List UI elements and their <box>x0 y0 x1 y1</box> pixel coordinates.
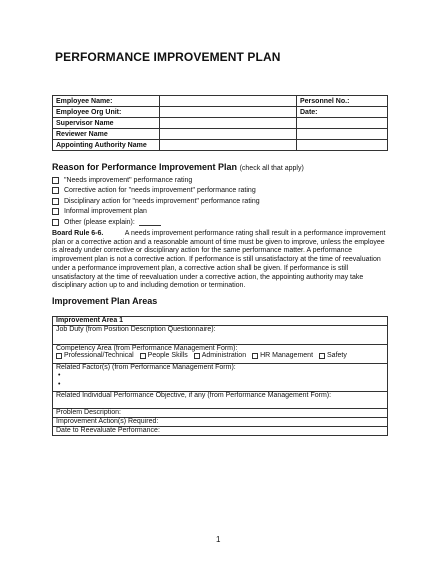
competency-option[interactable] <box>252 352 313 359</box>
checkbox[interactable] <box>252 353 258 359</box>
other-explain-field[interactable] <box>139 219 161 226</box>
checkbox[interactable] <box>52 177 59 184</box>
checkbox[interactable] <box>56 353 62 359</box>
blank-cell <box>297 129 388 140</box>
problem-field[interactable] <box>53 409 388 418</box>
reason-option[interactable] <box>52 207 260 218</box>
competency-option-label: Safety <box>327 352 347 359</box>
actions-field[interactable] <box>53 418 388 427</box>
reviewer-label: Reviewer Name <box>53 129 160 140</box>
reviewer-field[interactable] <box>160 129 297 140</box>
competency-option[interactable] <box>140 352 188 359</box>
reason-option-label: Informal improvement plan <box>64 208 147 216</box>
job-duty-field[interactable] <box>53 326 388 345</box>
job-duty-label: Job Duty (from Position Description Questionnaire): <box>56 326 216 333</box>
board-rule-text: A needs improvement performance rating shall result in a performance improvement plan or a corrective action and a reasonable amount of time must be given to improve, unless the employee is already under corrective or disciplinary action for the same performance matter. A performance improvement plan is not a corrective action. If performance is still unsatisfactory at the time of reevaluation under a performance improvement plan, a corrective action shall be given. If performance is still unsatisfactory at the time of reevaluation under a corrective action, the appointing authority may take disciplinary action up to and including demotion or termination. <box>52 230 386 290</box>
date-label: Date: <box>300 108 318 116</box>
actions-label: Improvement Action(s) Required: <box>56 418 159 425</box>
bullet-item: • <box>58 381 61 388</box>
competency-option-label: Administration <box>201 352 247 359</box>
competency-option[interactable] <box>56 352 134 359</box>
reason-heading-text: Reason for Performance Improvement Plan <box>52 162 238 172</box>
supervisor-label: Supervisor Name <box>53 118 160 129</box>
reason-option-label: Disciplinary action for "needs improvement" performance rating <box>64 197 260 205</box>
problem-label: Problem Description: <box>56 409 121 416</box>
personnel-no-field[interactable] <box>297 96 388 107</box>
competency-option-label: Professional/Technical <box>64 352 134 359</box>
checkbox[interactable] <box>140 353 146 359</box>
page-title: PERFORMANCE IMPROVEMENT PLAN <box>55 50 281 64</box>
competency-option-label: HR Management <box>260 352 314 359</box>
board-rule-paragraph <box>52 230 388 291</box>
reason-option[interactable] <box>52 217 260 228</box>
reason-option-label: Corrective action for "needs improvement" performance rating <box>64 187 256 195</box>
board-rule-label: Board Rule 6-6. <box>52 230 104 237</box>
related-objective-field[interactable] <box>53 392 388 409</box>
reason-option[interactable] <box>52 196 260 207</box>
reevaluate-label: Date to Reevaluate Performance: <box>56 427 160 434</box>
checkbox[interactable] <box>52 208 59 215</box>
org-unit-label: Employee Org Unit: <box>53 107 160 118</box>
bullet-item: • <box>58 372 61 379</box>
supervisor-field[interactable] <box>160 118 297 129</box>
competency-label: Competency Area (from Performance Management Form): <box>56 345 238 352</box>
reason-checkbox-list <box>52 175 260 228</box>
checkbox[interactable] <box>52 219 59 226</box>
reason-heading <box>52 162 304 172</box>
competency-option-label: People Skills <box>147 352 188 359</box>
employee-name-field[interactable] <box>160 96 297 107</box>
employee-name-label: Employee Name: <box>53 96 160 107</box>
checkbox[interactable] <box>52 198 59 205</box>
blank-cell <box>297 118 388 129</box>
reason-heading-sub: (check all that apply) <box>239 165 304 172</box>
area-title: Improvement Area 1 <box>53 317 388 326</box>
related-factors-label: Related Factor(s) (from Performance Management Form): <box>56 364 236 371</box>
competency-option[interactable] <box>194 352 246 359</box>
checkbox[interactable] <box>319 353 325 359</box>
reason-option-label: Other (please explain): <box>64 218 135 226</box>
checkbox[interactable] <box>52 187 59 194</box>
competency-option[interactable] <box>319 352 347 359</box>
reason-option-label: "Needs improvement" performance rating <box>64 176 193 184</box>
areas-heading: Improvement Plan Areas <box>52 296 158 306</box>
org-unit-field[interactable] <box>160 107 297 118</box>
competency-field <box>53 345 388 364</box>
checkbox[interactable] <box>194 353 200 359</box>
reevaluate-field[interactable] <box>53 427 388 436</box>
related-factors-field[interactable] <box>53 364 388 392</box>
improvement-area-table <box>52 316 388 436</box>
reason-option[interactable] <box>52 186 260 197</box>
blank-cell <box>297 140 388 151</box>
employee-info-table <box>52 95 388 151</box>
personnel-no-label: Personnel No.: <box>300 97 350 105</box>
reason-option[interactable] <box>52 175 260 186</box>
appointing-label: Appointing Authority Name <box>53 140 160 151</box>
related-objective-label: Related Individual Performance Objective, if any (from Performance Management Form): <box>56 392 332 399</box>
competency-options <box>56 352 384 359</box>
date-field[interactable] <box>297 107 388 118</box>
appointing-field[interactable] <box>160 140 297 151</box>
page-number: 1 <box>216 535 221 544</box>
